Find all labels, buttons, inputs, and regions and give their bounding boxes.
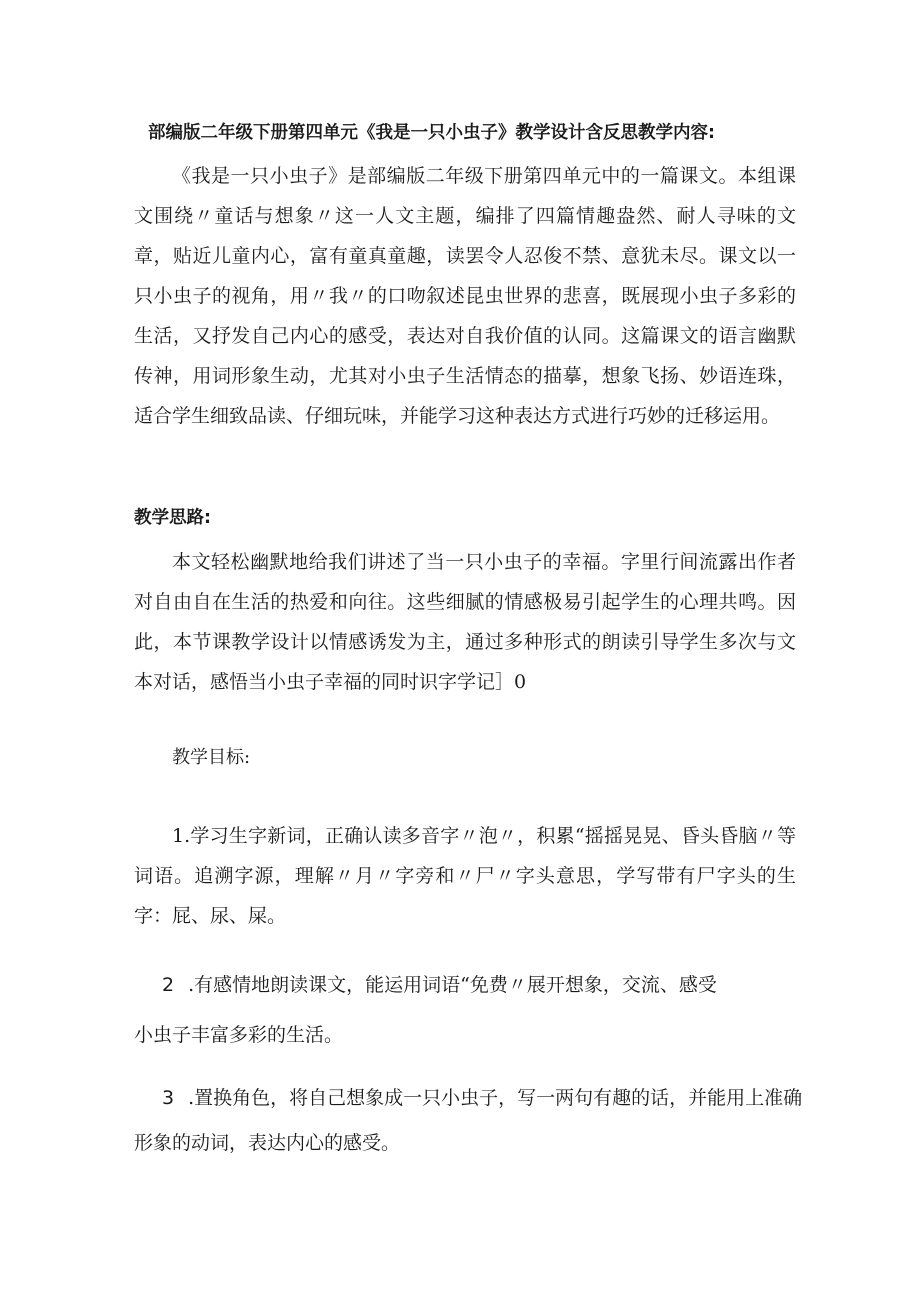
goal-1: 1.学习生字新词，正确认读多音字〃泡〃，积累“摇摇晃晃、昏头昏脑〃等词语。追溯字源，理解〃月〃字旁和〃尸〃字头意思，学写带有尸字头的生字：屁、尿、屎。: [134, 825, 796, 927]
goal-3-number: 3: [162, 1087, 175, 1109]
content-paragraph: 《我是一只小虫子》是部编版二年级下册第四单元中的一篇课文。本组课文围绕〃童话与想象〃这一人文主题，编排了四篇情趣盎然、耐人寻味的文章，贴近儿童内心，富有童真童趣，读罢令人忍俊不禁、意犹未尽。课文以一只小虫子的视角，用〃我〃的口吻叙述昆虫世界的悲喜，既展现小虫子多彩的生活，又抒发自己内心的感受，表达对自我价值的认同。这篇课文的语言幽默传神，用词形象生动，尤其对小虫子生活情态的描摹，想象飞扬、妙语连珠，适合学生细致品读、仔细玩味，并能学习这种表达方式进行巧妙的迁移运用。: [134, 165, 796, 427]
goal-3-line-2: 形象的动词，表达内心的感受。: [134, 1132, 401, 1154]
goal-2-number: 2: [162, 974, 175, 996]
goal-2-text: .有感情地朗读课文，能运用词语“免费〃展开想象，交流、感受: [188, 974, 717, 996]
goal-3-line-1: [162, 1078, 802, 1118]
goal-2-line-1: [162, 965, 717, 1005]
approach-heading: 教学思路:: [134, 508, 211, 528]
document-title: 部编版二年级下册第四单元《我是一只小虫子》教学设计含反思教学内容:: [148, 123, 715, 143]
approach-paragraph: 本文轻松幽默地给我们讲述了当一只小虫子的幸福。字里行间流露出作者对自由自在生活的热爱和向往。这些细腻的情感极易引起学生的心理共鸣。因此，本节课教学设计以情感诱发为主，通过多种形式的朗读引导学生多次与文本对话，感悟当小虫子幸福的同时识字学记］0: [134, 551, 796, 693]
goal-2-line-2: 小虫子丰富多彩的生活。: [134, 1024, 344, 1046]
goal-3-text: .置换角色，将自己想象成一只小虫子，写一两句有趣的话，并能用上准确: [188, 1087, 803, 1109]
goals-heading: 教学目标:: [172, 747, 251, 768]
